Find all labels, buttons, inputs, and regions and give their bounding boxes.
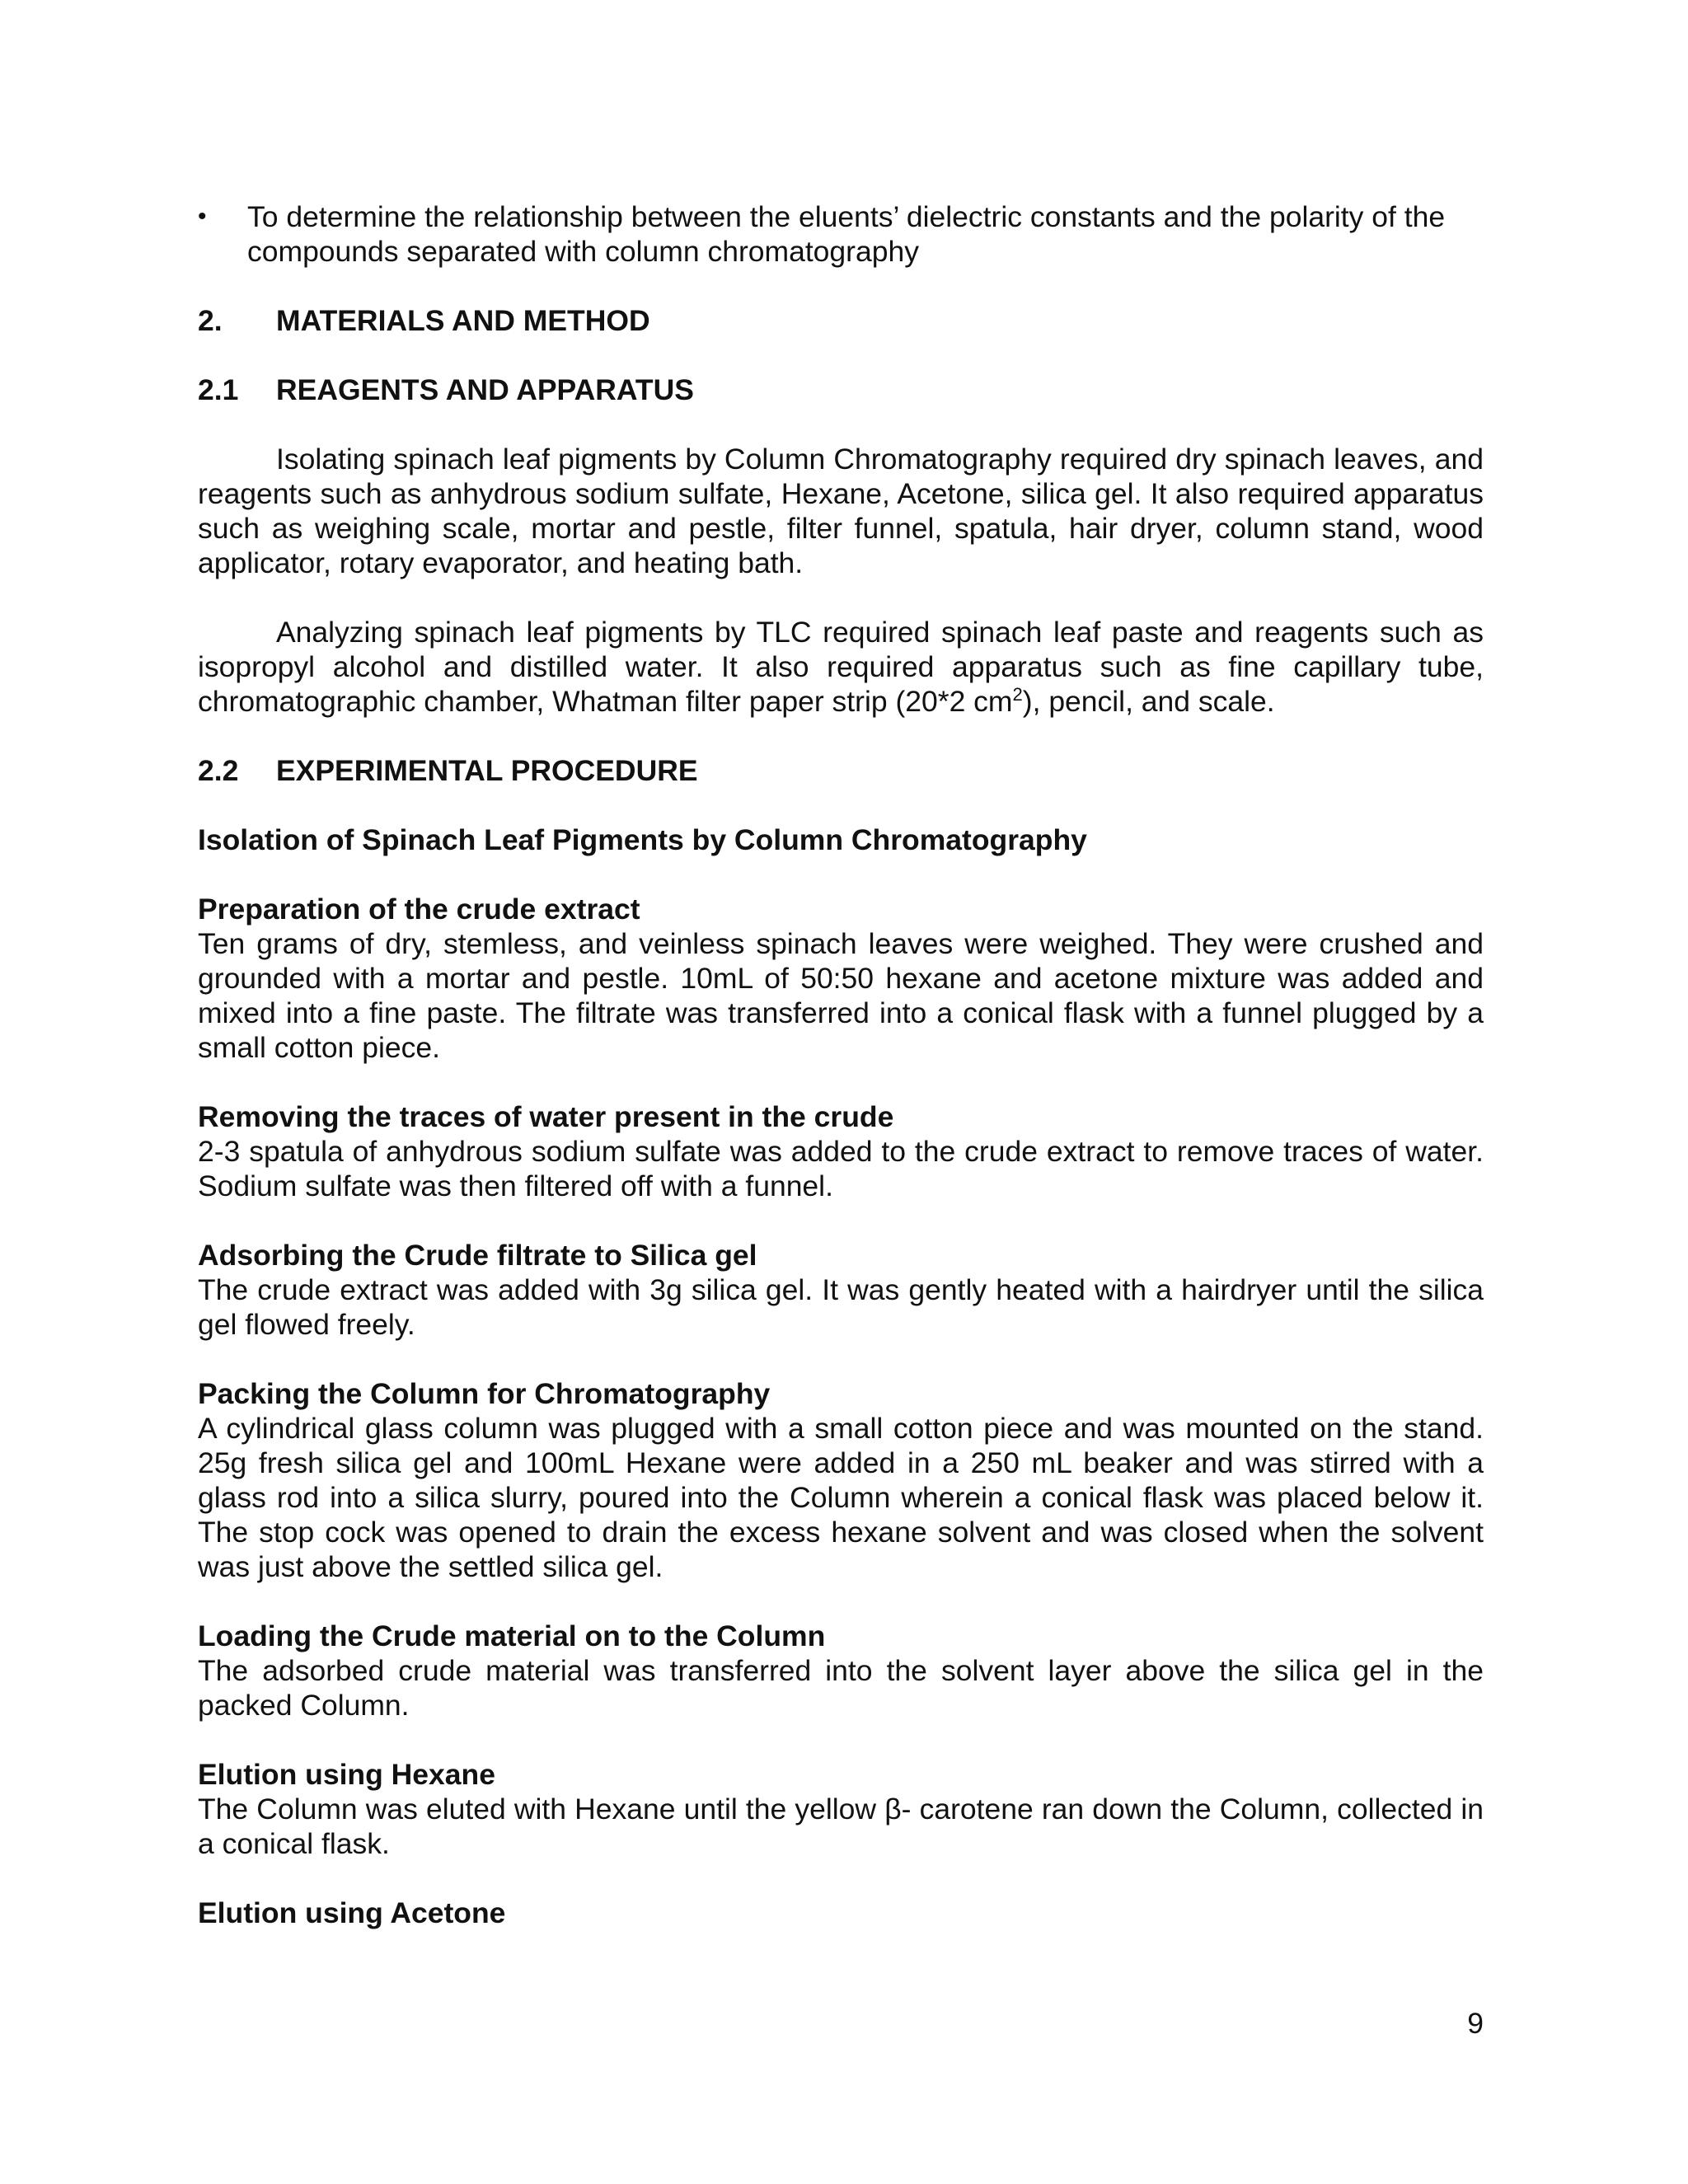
- step-body: The crude extract was added with 3g silica gel. It was gently heated with a hairdryer until the silica gel flowed freely.: [198, 1273, 1484, 1341]
- step-body: A cylindrical glass column was plugged with a small cotton piece and was mounted on the stand. 25g fresh silica gel and 100mL Hexane were added in a 250 mL beaker and was stirred with a glass rod into a silica slurry, poured into the Column wherein a conical flask was placed below it. The stop cock was opened to drain the excess hexane solvent and was closed when the solvent was just above the settled silica gel.: [198, 1412, 1484, 1583]
- procedure-step: [198, 1896, 1484, 1930]
- isolation-title: Isolation of Spinach Leaf Pigments by Column Chromatography: [198, 823, 1087, 856]
- superscript-2: 2: [1012, 684, 1023, 705]
- objective-text: To determine the relationship between the eluents’ dielectric constants and the polarity of the compounds separated with column chromatography: [247, 200, 1446, 268]
- procedure-step: [198, 1619, 1484, 1722]
- section-number: 2.1: [198, 373, 239, 406]
- step-title: Preparation of the crude extract: [198, 893, 640, 926]
- section-heading-2: [198, 303, 1484, 338]
- reagents-paragraph-column: Isolating spinach leaf pigments by Column Chromatography required dry spinach leaves, and reagents such as anhydrous sodium sulfate, Hexane, Acetone, silica gel. It also required apparatus such as weighing scale, mortar and pestle, filter funnel, spatula, hair dryer, column stand, wood applicator, rotary evaporator, and heating bath.: [198, 443, 1484, 579]
- step-title: Elution using Acetone: [198, 1896, 506, 1929]
- tlc-text-before: Analyzing spinach leaf pigments by TLC required spinach leaf paste and reagents such as isopropyl alcohol and distilled water. It also required apparatus such as fine capillary tube, chromatographic chamber, Whatman filter paper strip (20*2 cm: [198, 616, 1484, 718]
- procedure-step: [198, 1757, 1484, 1861]
- tlc-text-after: ), pencil, and scale.: [1022, 685, 1275, 718]
- section-title: EXPERIMENTAL PROCEDURE: [276, 754, 698, 787]
- procedure-step: [198, 1099, 1484, 1203]
- bullet-icon: •: [198, 203, 207, 230]
- section-title: REAGENTS AND APPARATUS: [276, 373, 694, 406]
- section-heading-2-2: [198, 753, 1484, 788]
- reagents-paragraph-tlc: [198, 615, 1484, 719]
- step-title: Elution using Hexane: [198, 1758, 495, 1791]
- step-body: The adsorbed crude material was transferred into the solvent layer above the silica gel in the packed Column.: [198, 1654, 1484, 1722]
- step-title: Adsorbing the Crude filtrate to Silica gel: [198, 1239, 757, 1272]
- objective-bullet: [198, 199, 1484, 269]
- step-body: The Column was eluted with Hexane until the yellow β- carotene ran down the Column, collected in a conical flask.: [198, 1793, 1484, 1860]
- section-number: 2.2: [198, 754, 239, 787]
- step-title: Packing the Column for Chromatography: [198, 1377, 771, 1410]
- step-title: Loading the Crude material on to the Column: [198, 1619, 826, 1652]
- procedure-step: [198, 1238, 1484, 1342]
- section-title: MATERIALS AND METHOD: [276, 304, 650, 337]
- page-number: 9: [1467, 2007, 1484, 2040]
- step-body: Ten grams of dry, stemless, and veinless spinach leaves were weighed. They were crushed and grounded with a mortar and pestle. 10mL of 50:50 hexane and acetone mixture was added and mixed into a fine paste. The filtrate was transferred into a conical flask with a funnel plugged by a small cotton piece.: [198, 927, 1484, 1064]
- document-page: [198, 199, 1484, 1965]
- step-title: Removing the traces of water present in the crude: [198, 1100, 894, 1133]
- procedure-step: [198, 1376, 1484, 1584]
- section-heading-2-1: [198, 373, 1484, 407]
- step-body: 2-3 spatula of anhydrous sodium sulfate was added to the crude extract to remove traces of water. Sodium sulfate was then filtered off with a funnel.: [198, 1135, 1484, 1202]
- procedure-step: [198, 892, 1484, 1065]
- section-number: 2.: [198, 304, 223, 337]
